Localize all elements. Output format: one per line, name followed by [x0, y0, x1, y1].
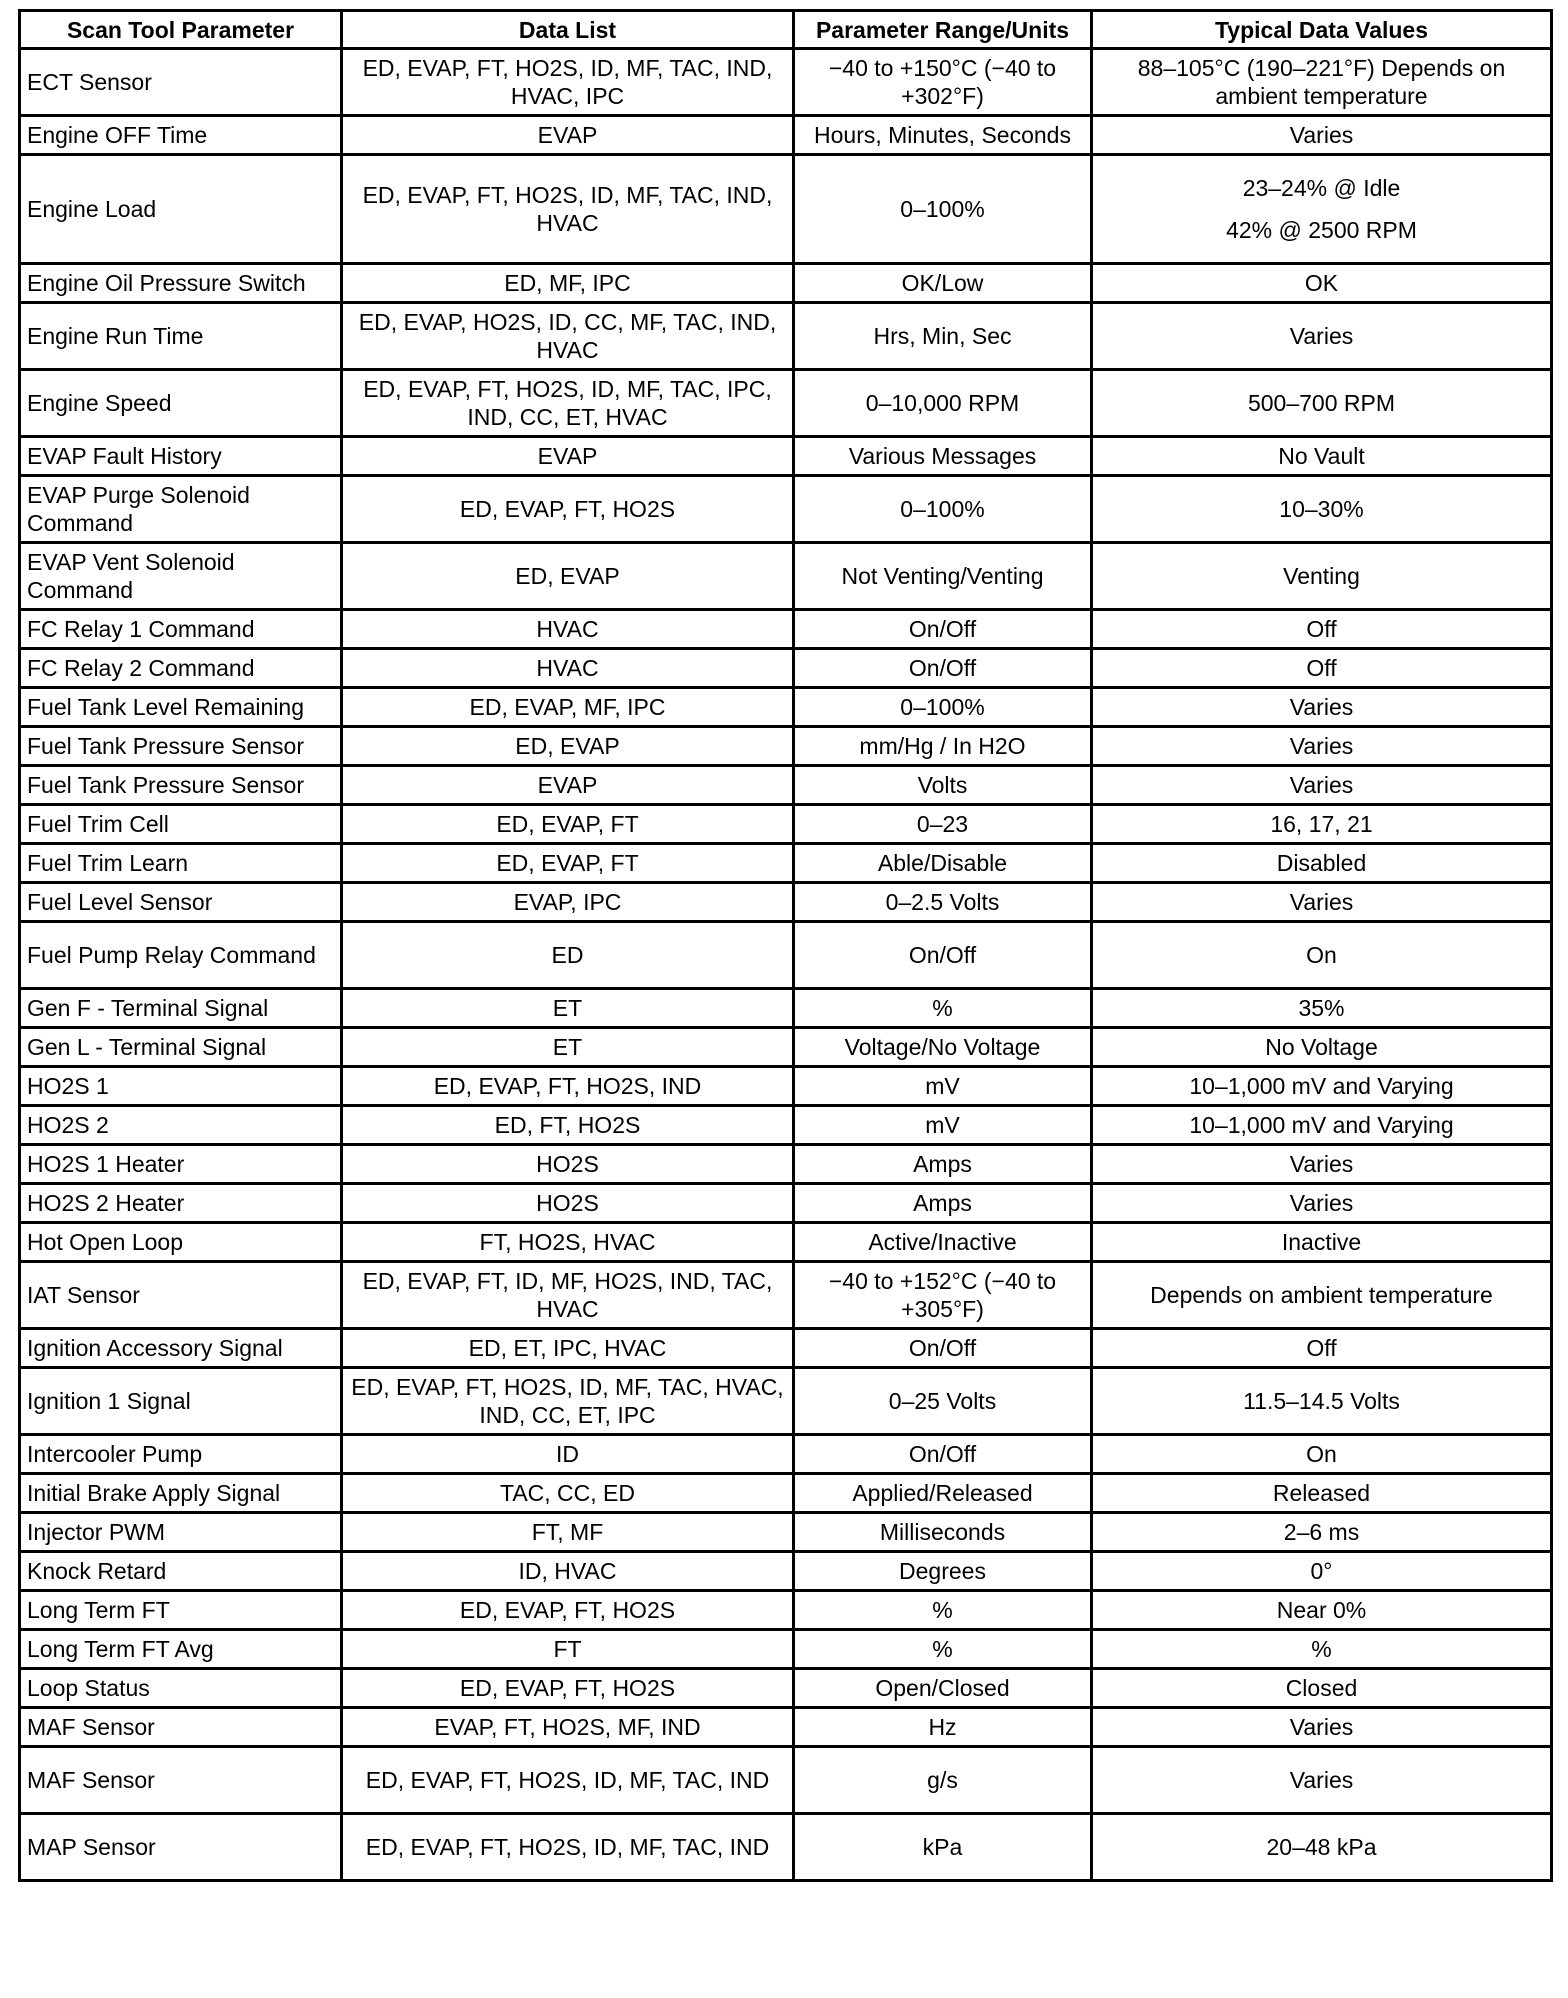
cell-range: Degrees: [794, 1552, 1092, 1591]
cell-parameter: EVAP Purge Solenoid Command: [20, 476, 342, 543]
typical-value-line: 42% @ 2500 RPM: [1226, 217, 1417, 243]
table-row: [20, 437, 1552, 476]
table-row: [20, 1591, 1552, 1630]
cell-typical-value: On: [1092, 1435, 1552, 1474]
cell-data-list: ED, EVAP, FT, HO2S, ID, MF, TAC, IND, HVAC, IPC: [342, 49, 794, 116]
cell-parameter: Ignition Accessory Signal: [20, 1329, 342, 1368]
header-data-list: Data List: [342, 11, 794, 49]
cell-range: On/Off: [794, 1435, 1092, 1474]
cell-data-list: ED: [342, 922, 794, 989]
cell-data-list: ED, EVAP: [342, 727, 794, 766]
cell-range: Hrs, Min, Sec: [794, 303, 1092, 370]
cell-range: 0–100%: [794, 688, 1092, 727]
header-typical-data-values: Typical Data Values: [1092, 11, 1552, 49]
table-row: [20, 989, 1552, 1028]
table-row: [20, 1028, 1552, 1067]
cell-range: Amps: [794, 1145, 1092, 1184]
cell-parameter: Fuel Tank Pressure Sensor: [20, 766, 342, 805]
cell-data-list: ID: [342, 1435, 794, 1474]
cell-range: −40 to +152°C (−40 to +305°F): [794, 1262, 1092, 1329]
cell-typical-value: 16, 17, 21: [1092, 805, 1552, 844]
cell-typical-value: 500–700 RPM: [1092, 370, 1552, 437]
cell-data-list: TAC, CC, ED: [342, 1474, 794, 1513]
cell-parameter: IAT Sensor: [20, 1262, 342, 1329]
cell-range: 0–2.5 Volts: [794, 883, 1092, 922]
cell-range: 0–23: [794, 805, 1092, 844]
table-row: [20, 766, 1552, 805]
cell-range: Volts: [794, 766, 1092, 805]
cell-data-list: EVAP, FT, HO2S, MF, IND: [342, 1708, 794, 1747]
table-row: [20, 1368, 1552, 1435]
header-scan-tool-parameter: Scan Tool Parameter: [20, 11, 342, 49]
cell-range: Various Messages: [794, 437, 1092, 476]
cell-data-list: ED, FT, HO2S: [342, 1106, 794, 1145]
cell-parameter: Engine OFF Time: [20, 116, 342, 155]
cell-parameter: HO2S 1: [20, 1067, 342, 1106]
cell-range: OK/Low: [794, 264, 1092, 303]
table-row: [20, 1747, 1552, 1814]
cell-data-list: ID, HVAC: [342, 1552, 794, 1591]
cell-typical-value: Near 0%: [1092, 1591, 1552, 1630]
cell-data-list: ED, EVAP, FT, HO2S, IND: [342, 1067, 794, 1106]
cell-typical-value: On: [1092, 922, 1552, 989]
cell-parameter: Ignition 1 Signal: [20, 1368, 342, 1435]
cell-data-list: ED, EVAP, FT, HO2S, ID, MF, TAC, HVAC, IND, CC, ET, IPC: [342, 1368, 794, 1435]
cell-typical-value: 2–6 ms: [1092, 1513, 1552, 1552]
table-row: [20, 1106, 1552, 1145]
cell-parameter: Gen F - Terminal Signal: [20, 989, 342, 1028]
cell-parameter: HO2S 2: [20, 1106, 342, 1145]
cell-range: mm/Hg / In H2O: [794, 727, 1092, 766]
cell-data-list: EVAP: [342, 766, 794, 805]
cell-range: Not Venting/Venting: [794, 543, 1092, 610]
cell-data-list: FT, HO2S, HVAC: [342, 1223, 794, 1262]
cell-typical-value: Disabled: [1092, 844, 1552, 883]
cell-parameter: EVAP Fault History: [20, 437, 342, 476]
table-row: [20, 1513, 1552, 1552]
cell-typical-value: 10–1,000 mV and Varying: [1092, 1106, 1552, 1145]
table-row: [20, 370, 1552, 437]
cell-data-list: HVAC: [342, 610, 794, 649]
cell-range: Hours, Minutes, Seconds: [794, 116, 1092, 155]
table-row: [20, 844, 1552, 883]
cell-range: Amps: [794, 1184, 1092, 1223]
cell-parameter: Fuel Tank Level Remaining: [20, 688, 342, 727]
table-header-row: [20, 11, 1552, 49]
cell-parameter: Knock Retard: [20, 1552, 342, 1591]
table-row: [20, 1223, 1552, 1262]
cell-typical-value: Off: [1092, 610, 1552, 649]
cell-typical-value: Depends on ambient temperature: [1092, 1262, 1552, 1329]
cell-data-list: HO2S: [342, 1184, 794, 1223]
cell-typical-value: Closed: [1092, 1669, 1552, 1708]
cell-parameter: HO2S 1 Heater: [20, 1145, 342, 1184]
cell-range: −40 to +150°C (−40 to +302°F): [794, 49, 1092, 116]
cell-parameter: Long Term FT Avg: [20, 1630, 342, 1669]
cell-data-list: ED, EVAP, FT, ID, MF, HO2S, IND, TAC, HVAC: [342, 1262, 794, 1329]
cell-typical-value: Inactive: [1092, 1223, 1552, 1262]
cell-typical-value: Varies: [1092, 1747, 1552, 1814]
table-row: [20, 1708, 1552, 1747]
cell-data-list: ED, MF, IPC: [342, 264, 794, 303]
cell-data-list: ED, ET, IPC, HVAC: [342, 1329, 794, 1368]
table-row: [20, 1669, 1552, 1708]
cell-parameter: Long Term FT: [20, 1591, 342, 1630]
cell-data-list: ED, EVAP, FT, HO2S, ID, MF, TAC, IND: [342, 1747, 794, 1814]
cell-range: Active/Inactive: [794, 1223, 1092, 1262]
cell-range: %: [794, 1630, 1092, 1669]
table-row: [20, 116, 1552, 155]
scan-tool-parameter-table: [18, 9, 1553, 1882]
table-row: [20, 1435, 1552, 1474]
cell-data-list: ED, EVAP, FT, HO2S, ID, MF, TAC, IPC, IND, CC, ET, HVAC: [342, 370, 794, 437]
cell-typical-value: 35%: [1092, 989, 1552, 1028]
cell-parameter: MAF Sensor: [20, 1747, 342, 1814]
cell-range: mV: [794, 1106, 1092, 1145]
table-row: [20, 1552, 1552, 1591]
header-parameter-range-units: Parameter Range/Units: [794, 11, 1092, 49]
cell-typical-value: Venting: [1092, 543, 1552, 610]
cell-parameter: MAP Sensor: [20, 1814, 342, 1881]
cell-typical-value: Varies: [1092, 1145, 1552, 1184]
table-row: [20, 1184, 1552, 1223]
cell-data-list: FT, MF: [342, 1513, 794, 1552]
table-row: [20, 155, 1552, 264]
table-row: [20, 543, 1552, 610]
cell-data-list: ED, EVAP, FT, HO2S: [342, 476, 794, 543]
cell-range: On/Off: [794, 649, 1092, 688]
cell-range: On/Off: [794, 1329, 1092, 1368]
cell-range: Hz: [794, 1708, 1092, 1747]
cell-parameter: Initial Brake Apply Signal: [20, 1474, 342, 1513]
cell-typical-value: Varies: [1092, 303, 1552, 370]
cell-parameter: Engine Load: [20, 155, 342, 264]
table-row: [20, 1067, 1552, 1106]
cell-typical-value: 11.5–14.5 Volts: [1092, 1368, 1552, 1435]
cell-data-list: ED, EVAP, HO2S, ID, CC, MF, TAC, IND, HVAC: [342, 303, 794, 370]
cell-parameter: Fuel Level Sensor: [20, 883, 342, 922]
cell-parameter: FC Relay 1 Command: [20, 610, 342, 649]
cell-data-list: EVAP, IPC: [342, 883, 794, 922]
cell-range: kPa: [794, 1814, 1092, 1881]
cell-range: 0–100%: [794, 155, 1092, 264]
cell-range: Milliseconds: [794, 1513, 1092, 1552]
cell-parameter: Fuel Pump Relay Command: [20, 922, 342, 989]
cell-data-list: ED, EVAP, FT, HO2S: [342, 1669, 794, 1708]
table-row: [20, 1145, 1552, 1184]
table-row: [20, 49, 1552, 116]
table-row: [20, 727, 1552, 766]
cell-parameter: Fuel Tank Pressure Sensor: [20, 727, 342, 766]
cell-data-list: FT: [342, 1630, 794, 1669]
cell-parameter: Engine Oil Pressure Switch: [20, 264, 342, 303]
cell-parameter: HO2S 2 Heater: [20, 1184, 342, 1223]
cell-range: mV: [794, 1067, 1092, 1106]
table-row: [20, 883, 1552, 922]
cell-data-list: ED, EVAP, FT, HO2S, ID, MF, TAC, IND: [342, 1814, 794, 1881]
cell-range: Able/Disable: [794, 844, 1092, 883]
cell-parameter: Gen L - Terminal Signal: [20, 1028, 342, 1067]
table-row: [20, 688, 1552, 727]
cell-typical-value: 10–1,000 mV and Varying: [1092, 1067, 1552, 1106]
cell-typical-value: 10–30%: [1092, 476, 1552, 543]
cell-typical-value: Varies: [1092, 1184, 1552, 1223]
cell-parameter: Injector PWM: [20, 1513, 342, 1552]
table-row: [20, 1329, 1552, 1368]
cell-data-list: ED, EVAP, FT: [342, 805, 794, 844]
cell-parameter: Hot Open Loop: [20, 1223, 342, 1262]
cell-parameter: ECT Sensor: [20, 49, 342, 116]
table-row: [20, 805, 1552, 844]
cell-parameter: Fuel Trim Cell: [20, 805, 342, 844]
table-row: [20, 1630, 1552, 1669]
line-gap: [1099, 202, 1544, 216]
cell-data-list: ED, EVAP, FT, HO2S: [342, 1591, 794, 1630]
cell-range: 0–25 Volts: [794, 1368, 1092, 1435]
cell-typical-value: No Vault: [1092, 437, 1552, 476]
cell-typical-value: Varies: [1092, 116, 1552, 155]
cell-data-list: HO2S: [342, 1145, 794, 1184]
cell-range: 0–10,000 RPM: [794, 370, 1092, 437]
table-row: [20, 1262, 1552, 1329]
cell-range: Applied/Released: [794, 1474, 1092, 1513]
cell-typical-value: Varies: [1092, 688, 1552, 727]
table-row: [20, 649, 1552, 688]
cell-parameter: Fuel Trim Learn: [20, 844, 342, 883]
table-row: [20, 264, 1552, 303]
cell-data-list: ED, EVAP: [342, 543, 794, 610]
cell-parameter: Intercooler Pump: [20, 1435, 342, 1474]
cell-data-list: ED, EVAP, FT: [342, 844, 794, 883]
cell-range: %: [794, 989, 1092, 1028]
cell-typical-value: 20–48 kPa: [1092, 1814, 1552, 1881]
cell-typical-value: 0°: [1092, 1552, 1552, 1591]
cell-typical-value: Varies: [1092, 766, 1552, 805]
cell-range: Open/Closed: [794, 1669, 1092, 1708]
cell-data-list: HVAC: [342, 649, 794, 688]
cell-data-list: ED, EVAP, FT, HO2S, ID, MF, TAC, IND, HVAC: [342, 155, 794, 264]
cell-typical-value: Varies: [1092, 1708, 1552, 1747]
table-row: [20, 1814, 1552, 1881]
cell-typical-value: %: [1092, 1630, 1552, 1669]
cell-parameter: FC Relay 2 Command: [20, 649, 342, 688]
cell-parameter: EVAP Vent Solenoid Command: [20, 543, 342, 610]
cell-typical-value: Off: [1092, 649, 1552, 688]
table-row: [20, 610, 1552, 649]
cell-range: 0–100%: [794, 476, 1092, 543]
table-body: [20, 49, 1552, 1881]
cell-typical-value: Varies: [1092, 883, 1552, 922]
cell-range: On/Off: [794, 610, 1092, 649]
table-row: [20, 303, 1552, 370]
cell-range: Voltage/No Voltage: [794, 1028, 1092, 1067]
table-row: [20, 476, 1552, 543]
cell-typical-value: Released: [1092, 1474, 1552, 1513]
cell-data-list: ED, EVAP, MF, IPC: [342, 688, 794, 727]
cell-range: g/s: [794, 1747, 1092, 1814]
cell-typical-value: Varies: [1092, 727, 1552, 766]
cell-parameter: Loop Status: [20, 1669, 342, 1708]
table-row: [20, 922, 1552, 989]
cell-data-list: EVAP: [342, 116, 794, 155]
cell-data-list: EVAP: [342, 437, 794, 476]
cell-typical-value: [1092, 155, 1552, 264]
cell-typical-value: OK: [1092, 264, 1552, 303]
table-row: [20, 1474, 1552, 1513]
cell-parameter: Engine Run Time: [20, 303, 342, 370]
cell-typical-value: No Voltage: [1092, 1028, 1552, 1067]
cell-parameter: MAF Sensor: [20, 1708, 342, 1747]
cell-data-list: ET: [342, 989, 794, 1028]
cell-parameter: Engine Speed: [20, 370, 342, 437]
cell-typical-value: 88–105°C (190–221°F) Depends on ambient temperature: [1092, 49, 1552, 116]
cell-data-list: ET: [342, 1028, 794, 1067]
cell-range: %: [794, 1591, 1092, 1630]
cell-range: On/Off: [794, 922, 1092, 989]
cell-typical-value: Off: [1092, 1329, 1552, 1368]
typical-value-line: 23–24% @ Idle: [1242, 175, 1401, 201]
